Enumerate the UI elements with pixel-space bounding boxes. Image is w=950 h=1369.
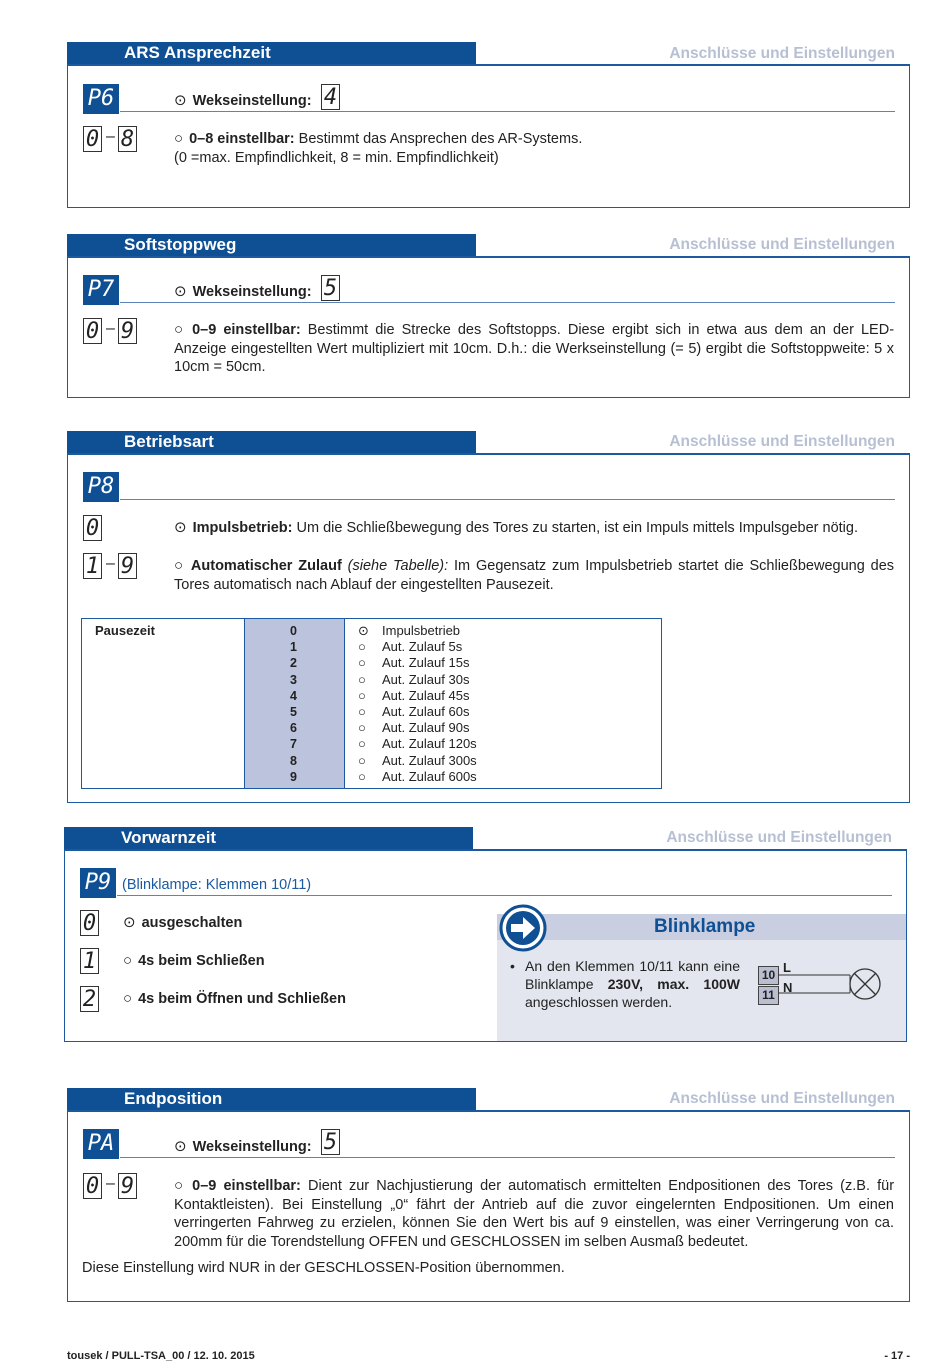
table-numbers bbox=[244, 623, 343, 785]
radio-empty-icon bbox=[174, 557, 185, 574]
radio-filled-icon bbox=[174, 519, 187, 536]
table-cell-number: 3 bbox=[290, 672, 297, 687]
radio-empty-icon: ○ bbox=[358, 639, 366, 655]
table-cell-label: ○ Aut. Zulauf 120s bbox=[358, 736, 477, 752]
divider bbox=[120, 499, 895, 500]
param-code: P8 bbox=[83, 472, 119, 502]
radio-empty-icon: ○ bbox=[358, 720, 366, 736]
divider bbox=[120, 111, 895, 112]
table-cell-number: 5 bbox=[290, 704, 297, 719]
table-cell-number: 6 bbox=[290, 721, 297, 736]
section-subtitle: Anschlüsse und Einstellungen bbox=[669, 433, 895, 450]
param-code: P9 bbox=[80, 868, 116, 898]
radio-empty-icon bbox=[123, 990, 132, 1007]
radio-filled-icon bbox=[174, 1138, 187, 1155]
table-cell-label: ○ Aut. Zulauf 45s bbox=[358, 687, 470, 703]
table-cell-label: ○ Aut. Zulauf 600s bbox=[358, 768, 477, 784]
range-description: ○ 0–9 einstellbar: Bestimmt die Strecke des Softstopps. Diese ergibt sich in etwa aus dem an der LED-Anzeige eingestellten Wert multipliziert mit 10cm. D.h.: die Werkseinstellung (= 5) ergibt die Softstoppweite: 5 x 10cm = 50cm. bbox=[174, 321, 894, 377]
segment-digit: 9 bbox=[118, 1173, 137, 1199]
terminal-11: 11 bbox=[758, 986, 779, 1005]
radio-filled-icon bbox=[123, 914, 136, 931]
radio-empty-icon bbox=[123, 952, 132, 969]
table-labels bbox=[358, 623, 648, 785]
radio-empty-icon: ○ bbox=[358, 671, 366, 687]
table-cell-label: ○ Aut. Zulauf 5s bbox=[358, 639, 463, 655]
radio-empty-icon bbox=[174, 130, 183, 147]
radio-empty-icon: ○ bbox=[358, 768, 366, 784]
radio-empty-icon bbox=[174, 1177, 186, 1194]
table-cell-label: ○ Aut. Zulauf 15s bbox=[358, 655, 470, 671]
terminal-l-label: L bbox=[783, 960, 791, 975]
info-box-text: • An den Klemmen 10/11 kann eine Blinklampe 230V, max. 100W angeschlossen werden. bbox=[510, 958, 741, 1010]
option-4s-oeffnen-schliessen: ○ 4s beim Öffnen und Schließen bbox=[123, 990, 346, 1009]
table-cell-number: 7 bbox=[290, 737, 297, 752]
divider bbox=[117, 895, 892, 896]
terminal-10: 10 bbox=[758, 966, 779, 985]
section-subtitle: Anschlüsse und Einstellungen bbox=[669, 45, 895, 62]
param-code: PA bbox=[83, 1129, 119, 1159]
footer-left: tousek / PULL-TSA_00 / 12. 10. 2015 bbox=[67, 1350, 255, 1362]
section-title-ars: ARS Ansprechzeit bbox=[67, 42, 476, 64]
segment-digit: 1 bbox=[83, 553, 102, 579]
segment-digit: 9 bbox=[118, 553, 137, 579]
table-cell-number: 4 bbox=[290, 688, 297, 703]
segment-digit: 9 bbox=[118, 318, 137, 344]
table-cell-number: 0 bbox=[290, 624, 297, 638]
divider bbox=[120, 302, 895, 303]
table-cell-label: ○ Aut. Zulauf 30s bbox=[358, 671, 470, 687]
radio-empty-icon: ○ bbox=[358, 655, 366, 671]
range-dash: – bbox=[106, 128, 115, 145]
range-description: ○ 0–9 einstellbar: Dient zur Nachjustierung der automatisch ermittelten Endpositionen des Tores (z.B. für Kontaktleisten). Bei Einstellung „0“ fährt der Antrieb auf die zuvor eingelernten Endpositionen. Um einen verringerten Fahrweg zu erzielen, können Sie den Wert bis auf 9 einstellen, was einer Verringerung von ca. 200mm für die Torendstellung OFFEN und GESCHLOSSEN im selben Ausmaß bedeutet. bbox=[174, 1177, 894, 1251]
segment-digit: 0 bbox=[83, 515, 102, 541]
segment-digit: 8 bbox=[118, 126, 137, 152]
table-cell-label: ○ Aut. Zulauf 300s bbox=[358, 752, 477, 768]
option-impulsbetrieb: ⊙ Impulsbetrieb: Um die Schließbewegung des Tores zu starten, ist ein Impuls mittels Impulsgeber nötig. bbox=[174, 519, 894, 538]
table-cell-label: ○ Aut. Zulauf 90s bbox=[358, 720, 470, 736]
radio-filled-icon bbox=[174, 92, 187, 109]
option-automatischer-zulauf: ○ Automatischer Zulauf (siehe Tabelle): Im Gegensatz zum Impulsbetrieb startet die Schließbewegung des Tores automatisch nach Ablauf der eingestellten Pausezeit. bbox=[174, 557, 894, 594]
radio-filled-icon bbox=[174, 283, 187, 300]
page-number: - 17 - bbox=[884, 1350, 910, 1362]
section-title-softstopp: Softstoppweg bbox=[67, 234, 476, 256]
pausezeit-table bbox=[81, 618, 662, 789]
table-cell-number: 1 bbox=[290, 640, 297, 655]
endposition-note: Diese Einstellung wird NUR in der GESCHLOSSEN-Position übernommen. bbox=[82, 1260, 565, 1276]
table-header: Pausezeit bbox=[95, 623, 155, 638]
table-cell-label: ○ Aut. Zulauf 60s bbox=[358, 703, 470, 719]
radio-empty-icon: ○ bbox=[358, 752, 366, 768]
segment-digit: 1 bbox=[80, 948, 99, 974]
param-code: P7 bbox=[83, 275, 119, 305]
table-cell-number: 9 bbox=[290, 769, 297, 784]
segment-digit: 5 bbox=[321, 1129, 340, 1155]
radio-empty-icon: ○ bbox=[358, 736, 366, 752]
radio-empty-icon bbox=[174, 321, 186, 338]
range-dash: – bbox=[106, 320, 115, 337]
section-title-endposition: Endposition bbox=[67, 1088, 476, 1110]
table-cell-number: 8 bbox=[290, 753, 297, 768]
table-cell-number: 2 bbox=[290, 656, 297, 671]
segment-digit: 2 bbox=[80, 986, 99, 1012]
arrow-right-icon bbox=[499, 904, 547, 952]
range-dash: – bbox=[106, 1175, 115, 1192]
section-title-vorwarnzeit: Vorwarnzeit bbox=[64, 827, 473, 849]
info-box-title: Blinklampe bbox=[654, 916, 756, 937]
option-4s-schliessen: ○ 4s beim Schließen bbox=[123, 952, 265, 971]
segment-digit: 5 bbox=[321, 275, 340, 301]
segment-digit: 0 bbox=[83, 1173, 102, 1199]
segment-digit: 0 bbox=[83, 126, 102, 152]
section-subtitle: Anschlüsse und Einstellungen bbox=[666, 829, 892, 846]
lamp-wiring-icon bbox=[778, 966, 884, 1002]
terminal-n-label: N bbox=[783, 980, 793, 995]
segment-digit: 0 bbox=[83, 318, 102, 344]
segment-digit: 0 bbox=[80, 910, 99, 936]
option-ausgeschalten: ⊙ ausgeschalten bbox=[123, 914, 242, 933]
range-description: ○ 0–8 einstellbar: Bestimmt das Ansprechen des AR-Systems. (0 =max. Empfindlichkeit, 8 = min. Empfindlichkeit) bbox=[174, 130, 894, 167]
radio-empty-icon: ○ bbox=[358, 703, 366, 719]
section-subtitle: Anschlüsse und Einstellungen bbox=[669, 236, 895, 253]
default-setting: ⊙ Wekseinstellung: bbox=[174, 1138, 312, 1157]
radio-empty-icon: ○ bbox=[358, 687, 366, 703]
segment-digit: 4 bbox=[321, 84, 340, 110]
table-cell-label: ⊙ Impulsbetrieb bbox=[358, 623, 461, 638]
section-subtitle: Anschlüsse und Einstellungen bbox=[669, 1090, 895, 1107]
section-title-betriebsart: Betriebsart bbox=[67, 431, 476, 453]
range-dash: – bbox=[106, 555, 115, 572]
default-setting: ⊙ Wekseinstellung: bbox=[174, 283, 312, 302]
default-setting: ⊙ Wekseinstellung: bbox=[174, 92, 312, 111]
p9-subtitle: (Blinklampe: Klemmen 10/11) bbox=[122, 877, 312, 893]
param-code: P6 bbox=[83, 84, 119, 114]
radio-filled-icon: ⊙ bbox=[358, 623, 369, 638]
divider bbox=[120, 1157, 895, 1158]
